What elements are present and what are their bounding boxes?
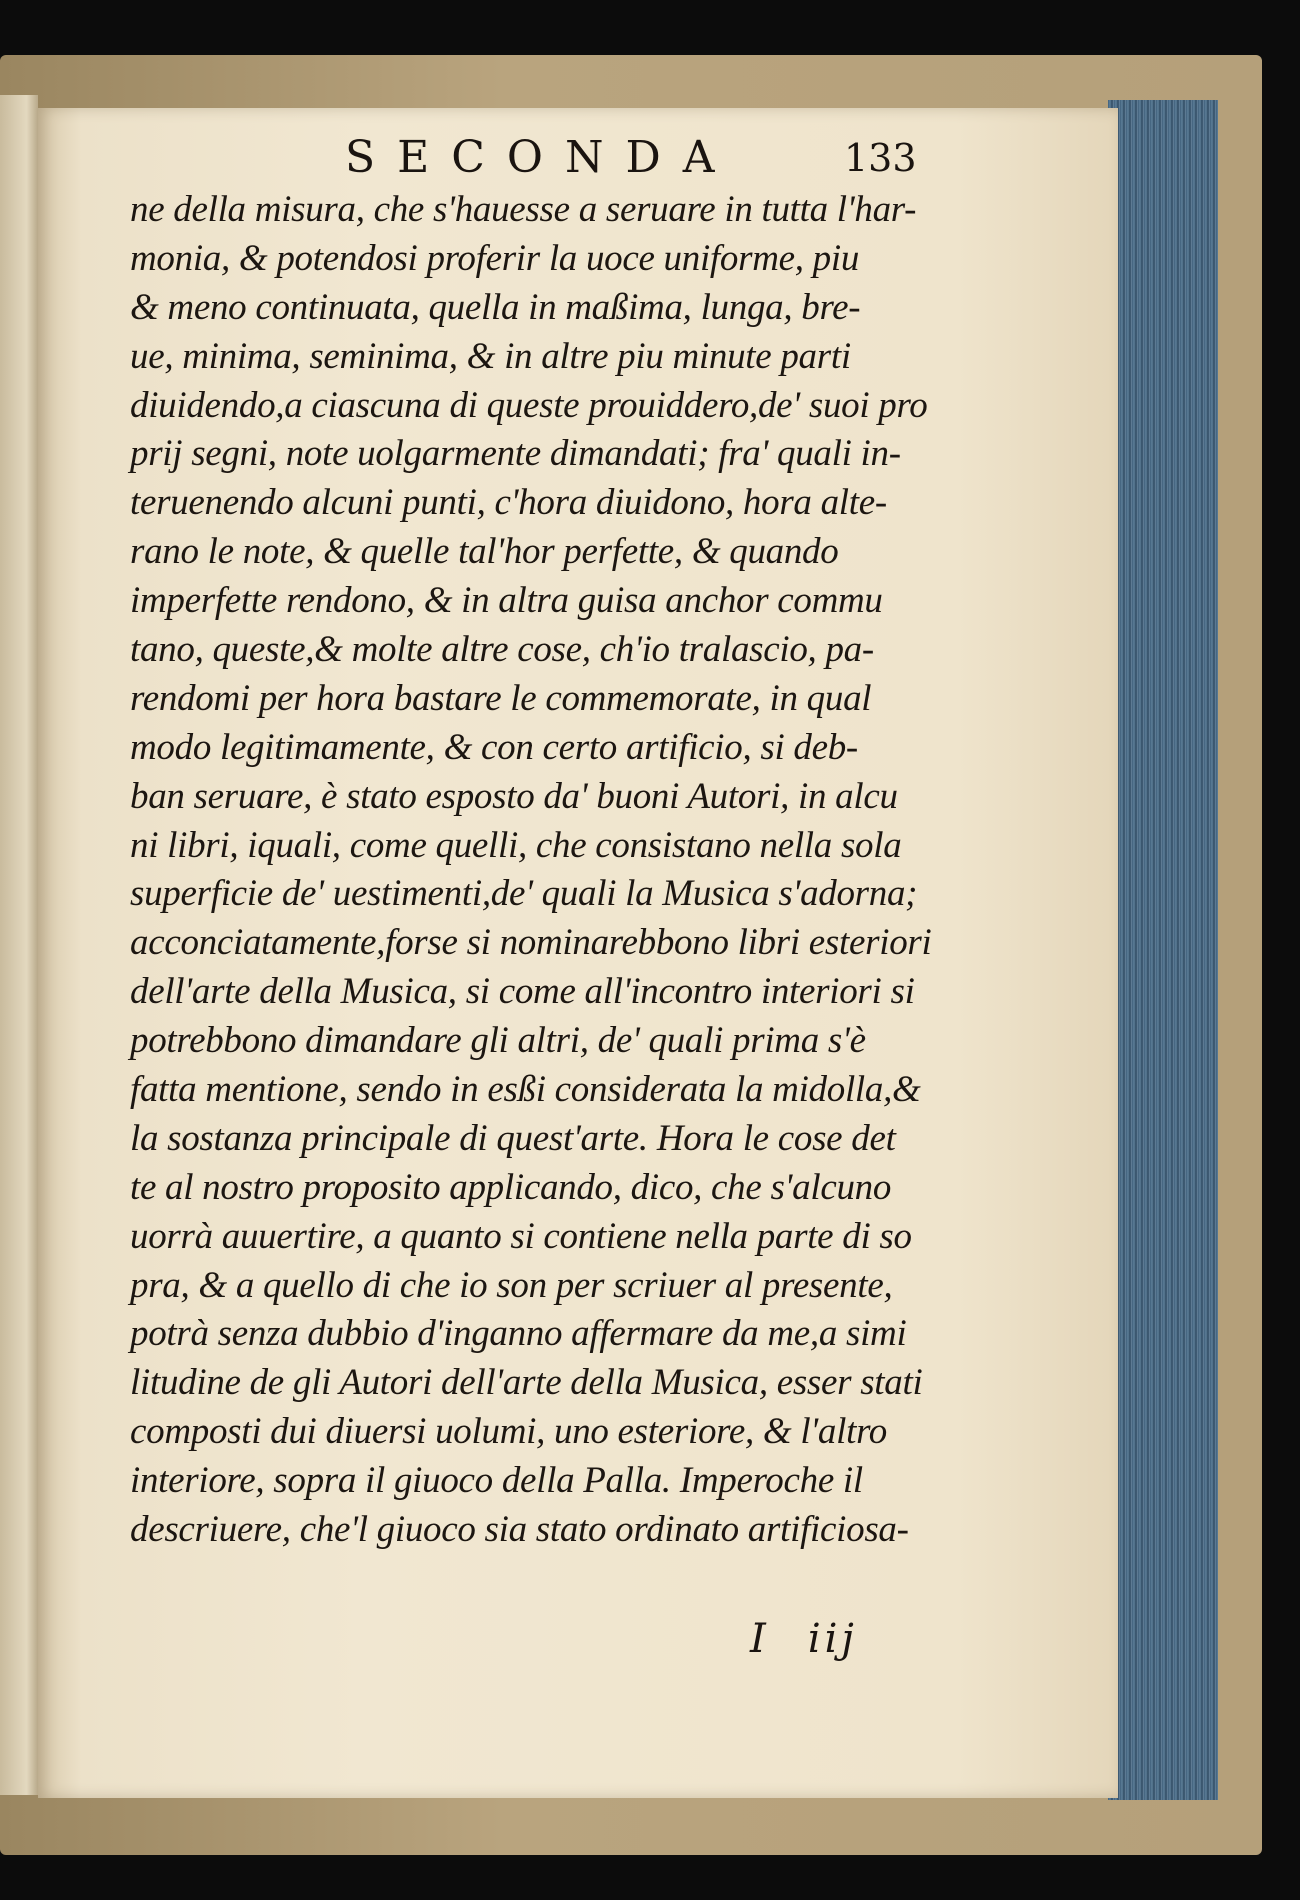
text-line: diuidendo,a ciascuna di queste prouiddero,de' suoi pro (130, 384, 928, 426)
text-line: potrebbono dimandare gli altri, de' quali prima s'è (130, 1020, 866, 1062)
text-line: fatta mentione, sendo in esßi considerata la midolla,& (130, 1069, 921, 1111)
text-line: pra, & a quello di che io son per scriuer al presente, (130, 1264, 893, 1306)
text-line: ban seruare, è stato esposto da' buoni Autori, in alcu (130, 775, 898, 817)
text-line: interiore, sopra il giuoco della Palla. Imperoche il (130, 1460, 863, 1502)
text-line: te al nostro proposito applicando, dico, che s'alcuno (130, 1166, 892, 1208)
text-line: potrà senza dubbio d'inganno affermare da me,a simi (130, 1313, 907, 1355)
text-line: rendomi per hora bastare le commemorate, in qual (130, 677, 872, 719)
text-line: la sostanza principale di quest'arte. Hora le cose det (130, 1117, 896, 1159)
text-line: superficie de' uestimenti,de' quali la Musica s'adorna; (130, 873, 918, 915)
text-line: & meno continuata, quella in maßima, lunga, bre- (130, 286, 861, 328)
text-line: composti dui diuersi uolumi, uno esteriore, & l'altro (130, 1411, 887, 1453)
text-line: modo legitimamente, & con certo artificio, si deb- (130, 726, 858, 768)
text-line: rano le note, & quelle tal'hor perfette, & quando (130, 531, 839, 573)
signature-number: iij (807, 1616, 858, 1662)
text-line: ue, minima, seminima, & in altre piu minute parti (130, 335, 851, 377)
text-line: acconciatamente,forse si nominarebbono libri esteriori (130, 922, 932, 964)
text-line: ne della misura, che s'hauesse a seruare in tutta l'har- (130, 189, 917, 230)
facing-page-edge (0, 95, 38, 1795)
text-line: litudine de gli Autori dell'arte della Musica, esser stati (130, 1362, 923, 1404)
signature-mark (750, 1616, 858, 1662)
text-line: teruenendo alcuni punti, c'hora diuidono, hora alte- (130, 482, 887, 524)
text-line: ni libri, iquali, come quelli, che consistano nella sola (130, 824, 902, 866)
running-head: SECONDA (345, 132, 737, 183)
text-line: uorrà auuertire, a quanto si contiene nella parte di so (130, 1215, 912, 1257)
text-block (130, 186, 1130, 1555)
text-line: dell'arte della Musica, si come all'incontro interiori si (130, 971, 915, 1013)
text-line: descriuere, che'l giuoco sia stato ordinato artificiosa- (130, 1509, 909, 1551)
text-line: tano, queste,& molte altre cose, ch'io tralascio, pa- (130, 629, 874, 671)
text-line: monia, & potendosi proferir la uoce uniforme, piu (130, 237, 860, 279)
text-line: imperfette rendono, & in altra guisa anchor commu (130, 580, 883, 622)
signature-letter: I (750, 1616, 770, 1662)
text-line: prij segni, note uolgarmente dimandati; fra' quali in- (130, 433, 901, 475)
page-number: 133 (844, 136, 917, 180)
